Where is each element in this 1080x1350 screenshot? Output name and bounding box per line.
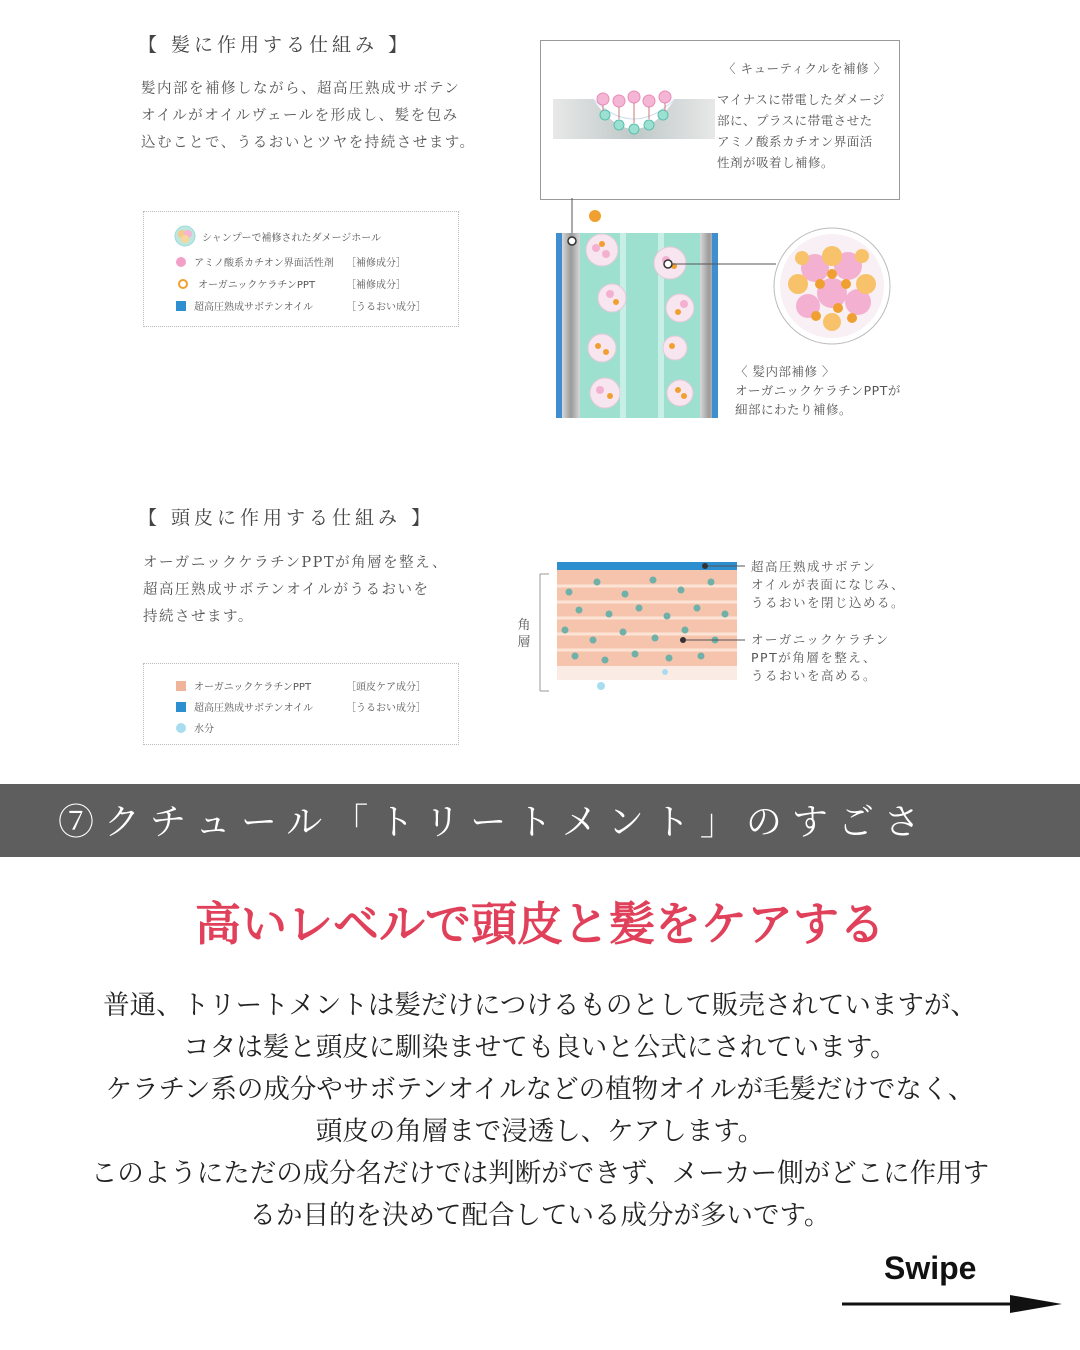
water-dot-icon (176, 723, 186, 733)
paragraph-line: このようにただの成分名だけでは判断ができず、メーカー側がどこに作用す (90, 1158, 990, 1189)
inner-repair-title: 〈 髪内部補修 〉 (735, 364, 835, 379)
scalp-note-line: うるおいを閉じ込める。 (751, 595, 906, 610)
inner-repair-note (735, 362, 901, 419)
paragraph-line: 普通、トリートメントは髪だけにつけるものとして販売されていますが、 (103, 990, 977, 1021)
legend-tag: ［うるおい成分］ (346, 302, 426, 313)
skin-layer-diagram (535, 560, 745, 694)
legend-item-keratin (176, 276, 406, 291)
scalp-note-line: うるおいを高める。 (751, 668, 878, 683)
blue-square-icon (176, 301, 186, 311)
hair-legend (143, 211, 459, 327)
scalp-note-keratin (751, 631, 890, 685)
legend-tag: ［うるおい成分］ (346, 703, 426, 714)
banner-title: ⑦クチュール「トリートメント」のすごさ (58, 802, 930, 843)
cuticle-repair-box (540, 40, 900, 200)
swipe-arrow-icon[interactable] (842, 1292, 1064, 1316)
scalp-section-title: 【 頭皮に作用する仕組み 】 (138, 507, 435, 529)
cuticle-box-line: 部に、プラスに帯電させた (717, 113, 873, 128)
scalp-description-line: 超高圧熟成サボテンオイルがうるおいを (143, 582, 430, 598)
body-paragraph (0, 985, 1080, 1237)
legend-item-damage-hole (176, 225, 381, 247)
legend-tag: ［補修成分］ (346, 280, 406, 291)
legend-item-cactus-oil (176, 699, 426, 714)
cuticle-box-line: マイナスに帯電したダメージ (717, 92, 886, 107)
paragraph-line: 頭皮の角層まで浸透し、ケアします。 (315, 1116, 765, 1147)
blue-square-icon (176, 702, 186, 712)
legend-label: 水分 (194, 724, 214, 735)
hair-section-title: 【 髪に作用する仕組み 】 (138, 34, 412, 56)
legend-label: アミノ酸系カチオン界面活性剤 (194, 258, 334, 269)
stratum-corneum-label: 角層 (517, 618, 531, 650)
scalp-note-oil (751, 558, 905, 612)
cuticle-box-text (717, 89, 885, 173)
pink-dot-icon (176, 257, 186, 267)
inner-repair-line: 細部にわたり補修。 (735, 402, 853, 417)
legend-label: 超高圧熟成サボテンオイル (194, 703, 313, 714)
legend-item-keratin (176, 678, 426, 693)
scalp-note-line: 超高圧熟成サボテン (751, 559, 877, 574)
legend-label: オーガニックケラチンPPT (198, 280, 316, 291)
paragraph-line: コタは髪と頭皮に馴染ませても良いと公式にされています。 (183, 1032, 897, 1063)
paragraph-line: ケラチン系の成分やサボテンオイルなどの植物オイルが毛髪だけでなく、 (105, 1074, 975, 1105)
legend-tag: ［頭皮ケア成分］ (346, 682, 426, 693)
hair-description-line: 髪内部を補修しながら、超高圧熟成サボテン (141, 81, 461, 97)
cuticle-box-title: 〈 キューティクルを補修 〉 (723, 61, 887, 76)
cuticle-box-line: 性剤が吸着し補修。 (717, 155, 835, 170)
legend-item-cactus-oil (176, 298, 426, 313)
scalp-note-line: PPTが角層を整え、 (751, 650, 877, 665)
hair-description (141, 76, 476, 157)
damage-hole-icon (174, 225, 196, 247)
hair-description-line: 込むことで、うるおいとツヤを持続させます。 (141, 135, 476, 151)
scalp-description-line: 持続させます。 (143, 609, 254, 625)
cuticle-box-line: アミノ酸系カチオン界面活 (717, 134, 873, 149)
scalp-note-line: オーガニックケラチン (751, 632, 890, 647)
headline: 高いレベルで頭皮と髪をケアする (195, 897, 885, 951)
orange-ring-icon (178, 279, 188, 289)
inner-repair-line: オーガニックケラチンPPTが (735, 383, 901, 398)
scalp-legend (143, 663, 459, 745)
legend-item-amino (176, 254, 406, 269)
swipe-label[interactable]: Swipe (884, 1250, 977, 1286)
paragraph-line: るか目的を決めて配合している成分が多いです。 (249, 1200, 831, 1231)
legend-label: オーガニックケラチンPPT (194, 682, 312, 693)
legend-label: シャンプーで補修されたダメージホール (202, 232, 382, 244)
hair-description-line: オイルがオイルヴェールを形成し、髪を包み (141, 108, 459, 124)
salmon-square-icon (176, 681, 186, 691)
legend-item-water (176, 720, 214, 735)
scalp-note-line: オイルが表面になじみ、 (751, 577, 906, 592)
legend-tag: ［補修成分］ (346, 258, 406, 269)
legend-label: 超高圧熟成サボテンオイル (194, 302, 313, 313)
scalp-description-line: オーガニックケラチンPPTが角層を整え、 (143, 555, 448, 571)
scalp-description (143, 550, 448, 631)
cuticle-diagram (553, 79, 715, 159)
